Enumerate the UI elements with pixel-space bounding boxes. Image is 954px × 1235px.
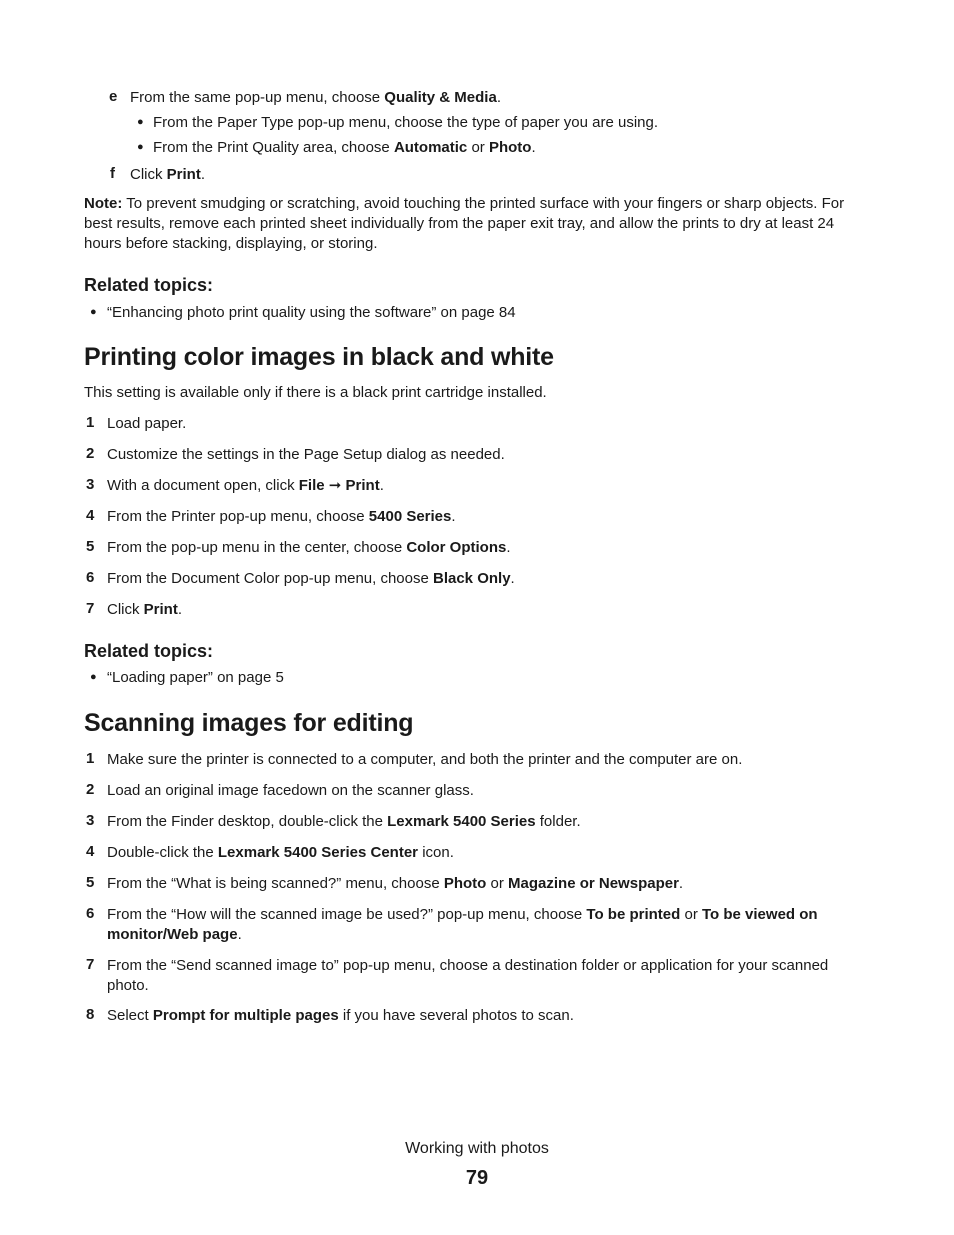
step-number: 5 bbox=[86, 874, 95, 891]
related-topics-heading: Related topics: bbox=[84, 275, 214, 295]
step-text: From the “How will the scanned image be used?” pop-up menu, choose To be printed or To be viewed on monitor/Web page. bbox=[107, 906, 818, 943]
related-topic-link[interactable]: “Enhancing photo print quality using the software” on page 84 bbox=[107, 304, 516, 321]
related-topic-link[interactable]: “Loading paper” on page 5 bbox=[107, 669, 284, 686]
step-text: Make sure the printer is connected to a computer, and both the printer and the computer are on. bbox=[107, 751, 743, 768]
note-paragraph bbox=[84, 194, 874, 254]
step-number: 6 bbox=[86, 569, 95, 586]
note-label: Note: bbox=[84, 195, 123, 212]
step-number: 8 bbox=[86, 1006, 95, 1023]
step-text: From the “What is being scanned?” menu, choose Photo or Magazine or Newspaper. bbox=[107, 875, 684, 892]
footer-chapter: Working with photos bbox=[405, 1140, 549, 1157]
note-text: To prevent smudging or scratching, avoid touching the printed surface with your fingers or sharp objects. For best results, remove each printed sheet individually from the paper exit tray, and allow the prints to dry at least 24 hours before stacking, displaying, or storing. bbox=[84, 195, 845, 252]
step-number: 4 bbox=[86, 507, 95, 524]
bullet-icon: ● bbox=[137, 141, 144, 153]
page-number: 79 bbox=[465, 1167, 489, 1189]
step-f-text: Click Print. bbox=[130, 166, 206, 183]
step-text: Select Prompt for multiple pages if you have several photos to scan. bbox=[107, 1007, 574, 1024]
step-text: Load paper. bbox=[107, 415, 187, 432]
step-text: From the Document Color pop-up menu, choose Black Only. bbox=[107, 570, 515, 587]
step-number: 3 bbox=[86, 812, 95, 829]
step-number: 3 bbox=[86, 476, 95, 493]
step-e-label: e bbox=[109, 88, 118, 105]
step-text: From the Finder desktop, double-click the Lexmark 5400 Series folder. bbox=[107, 813, 581, 830]
section-intro: This setting is available only if there is a black print cartridge installed. bbox=[84, 384, 547, 401]
bullet-icon: ● bbox=[90, 306, 97, 318]
step-number: 6 bbox=[86, 905, 95, 922]
step-text: From the pop-up menu in the center, choose Color Options. bbox=[107, 539, 511, 556]
related-topics-heading: Related topics: bbox=[84, 641, 214, 661]
step-number: 2 bbox=[86, 445, 95, 462]
step-text: From the “Send scanned image to” pop-up menu, choose a destination folder or application for your scanned photo. bbox=[107, 957, 829, 994]
step-text: Click Print. bbox=[107, 601, 183, 618]
step-text: Customize the settings in the Page Setup dialog as needed. bbox=[107, 446, 505, 463]
step-number: 7 bbox=[86, 956, 95, 973]
step-number: 2 bbox=[86, 781, 95, 798]
step-text: Double-click the Lexmark 5400 Series Center icon. bbox=[107, 844, 454, 861]
step-text: Load an original image facedown on the scanner glass. bbox=[107, 782, 474, 799]
step-number: 7 bbox=[86, 600, 95, 617]
step-number: 1 bbox=[86, 414, 95, 431]
step-text: From the Printer pop-up menu, choose 5400 Series. bbox=[107, 508, 456, 525]
step-text: With a document open, click File ➞ Print. bbox=[107, 477, 384, 494]
step-f-label: f bbox=[110, 165, 115, 182]
step-e-bullet-1: From the Paper Type pop-up menu, choose the type of paper you are using. bbox=[153, 114, 659, 131]
arrow-icon: ➞ bbox=[324, 477, 346, 494]
section-title: Scanning images for editing bbox=[84, 709, 414, 737]
step-number: 1 bbox=[86, 750, 95, 767]
bullet-icon: ● bbox=[90, 671, 97, 683]
step-number: 5 bbox=[86, 538, 95, 555]
step-e-text: From the same pop-up menu, choose Quality & Media. bbox=[130, 89, 501, 106]
step-e-bullet-2: From the Print Quality area, choose Automatic or Photo. bbox=[153, 139, 536, 156]
bullet-icon: ● bbox=[137, 116, 144, 128]
step-number: 4 bbox=[86, 843, 95, 860]
section-title: Printing color images in black and white bbox=[84, 343, 554, 371]
